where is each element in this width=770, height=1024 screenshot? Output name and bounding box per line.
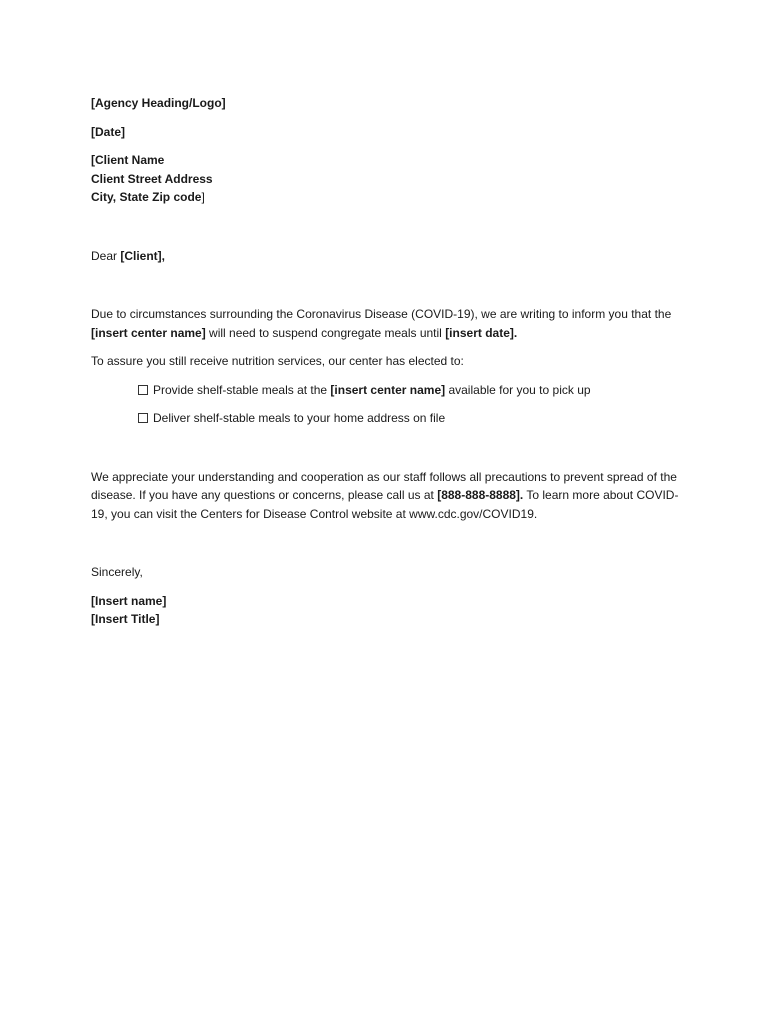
pickup-checkbox[interactable] xyxy=(138,385,148,395)
option-delivery-label: Deliver shelf-stable meals to your home address on file xyxy=(153,411,446,425)
salutation: Dear [Client], xyxy=(91,248,166,263)
recipient-name: [Client Name xyxy=(91,153,165,167)
paragraph-notice: Due to circumstances surrounding the Coronavirus Disease (COVID-19), we are writing to inform you that the [insert center name] will need to suspend congregate meals until [insert date]. xyxy=(91,307,672,340)
recipient-street: Client Street Address xyxy=(91,171,213,186)
paragraph-appreciation: We appreciate your understanding and cooperation as our staff follows all precautions to prevent spread of the disease. If you have any questions or concerns, please call us at [888-888-8888]. To learn more about COVID-19, you can visit the Centers for Disease Control website at www.cdc.gov/COVID19. xyxy=(91,469,679,521)
agency-heading: [Agency Heading/Logo] xyxy=(91,96,226,110)
option-pickup-label: Provide shelf-stable meals at the [insert center name] available for you to pick up xyxy=(153,382,591,397)
signatory-name: [Insert name] xyxy=(91,593,167,608)
option-list xyxy=(91,381,691,428)
option-pickup xyxy=(138,381,691,400)
closing-sincerely: Sincerely, xyxy=(91,565,143,579)
option-delivery xyxy=(138,409,691,428)
delivery-checkbox[interactable] xyxy=(138,413,148,423)
letter-body xyxy=(91,94,691,629)
letter-date: [Date] xyxy=(91,124,126,139)
recipient-city: City, State Zip code] xyxy=(91,190,205,204)
paragraph-options-intro: To assure you still receive nutrition services, our center has elected to: xyxy=(91,354,464,368)
signatory-title: [Insert Title] xyxy=(91,612,160,626)
recipient-address xyxy=(91,151,691,207)
